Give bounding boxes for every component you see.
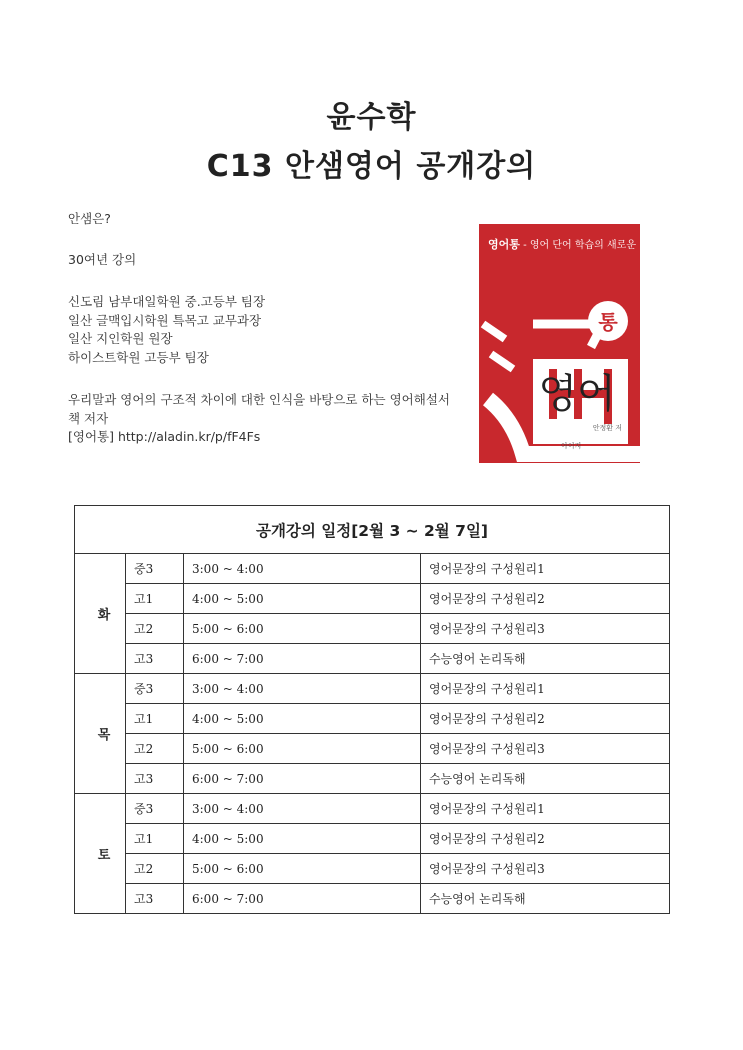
table-row bbox=[75, 824, 670, 854]
table-row bbox=[75, 584, 670, 614]
time-cell: 6:00 ~ 7:00 bbox=[184, 644, 421, 674]
topic-cell: 영어문장의 구성원리3 bbox=[421, 614, 670, 644]
grade-cell: 중3 bbox=[126, 554, 184, 584]
page-header bbox=[0, 98, 743, 188]
time-cell: 3:00 ~ 4:00 bbox=[184, 554, 421, 584]
grade-cell: 고3 bbox=[126, 764, 184, 794]
table-row bbox=[75, 764, 670, 794]
time-cell: 4:00 ~ 5:00 bbox=[184, 824, 421, 854]
grade-cell: 고3 bbox=[126, 884, 184, 914]
book-cover-badge: 통 bbox=[598, 310, 618, 334]
career-item: 신도림 남부대일학원 중.고등부 팀장 bbox=[68, 294, 266, 309]
book-link[interactable]: [영어통] http://aladin.kr/p/fF4Fs bbox=[68, 429, 261, 444]
book-cover-big-text: 영어 bbox=[538, 371, 616, 417]
book-cover-title: 영어통 - 영어 단어 학습의 새로운 이정표 bbox=[488, 238, 669, 251]
time-cell: 5:00 ~ 6:00 bbox=[184, 614, 421, 644]
intro-question: 안샘은? bbox=[68, 211, 111, 226]
topic-cell: 영어문장의 구성원리3 bbox=[421, 734, 670, 764]
schedule-header-row bbox=[75, 506, 670, 554]
time-cell: 4:00 ~ 5:00 bbox=[184, 704, 421, 734]
day-cell: 토 bbox=[75, 794, 126, 914]
topic-cell: 수능영어 논리독해 bbox=[421, 644, 670, 674]
grade-cell: 고1 bbox=[126, 584, 184, 614]
book-cover-publisher: 아이지 bbox=[561, 442, 582, 450]
topic-cell: 영어문장의 구성원리2 bbox=[421, 584, 670, 614]
table-row bbox=[75, 614, 670, 644]
topic-cell: 영어문장의 구성원리1 bbox=[421, 554, 670, 584]
table-row bbox=[75, 644, 670, 674]
book-description-cont: 책 저자 bbox=[68, 410, 109, 426]
career-item: 하이스트학원 고등부 팀장 bbox=[68, 349, 209, 365]
topic-cell: 영어문장의 구성원리2 bbox=[421, 704, 670, 734]
career-item: 일산 글맥입시학원 특목고 교무과장 bbox=[68, 312, 262, 328]
page-subtitle: C13 안샘영어 공개강의 bbox=[206, 149, 537, 184]
intro-experience: 30여년 강의 bbox=[68, 251, 137, 267]
topic-cell: 영어문장의 구성원리3 bbox=[421, 854, 670, 884]
schedule-table bbox=[74, 505, 670, 914]
book-cover-image bbox=[479, 224, 669, 463]
table-row bbox=[75, 854, 670, 884]
time-cell: 4:00 ~ 5:00 bbox=[184, 584, 421, 614]
table-row bbox=[75, 734, 670, 764]
table-row bbox=[75, 554, 670, 584]
grade-cell: 고2 bbox=[126, 734, 184, 764]
day-cell: 목 bbox=[75, 674, 126, 794]
instructor-intro bbox=[68, 210, 478, 447]
day-cell: 화 bbox=[75, 554, 126, 674]
time-cell: 3:00 ~ 4:00 bbox=[184, 794, 421, 824]
time-cell: 5:00 ~ 6:00 bbox=[184, 854, 421, 884]
table-row bbox=[75, 704, 670, 734]
topic-cell: 수능영어 논리독해 bbox=[421, 884, 670, 914]
grade-cell: 고2 bbox=[126, 614, 184, 644]
grade-cell: 고1 bbox=[126, 704, 184, 734]
topic-cell: 영어문장의 구성원리2 bbox=[421, 824, 670, 854]
schedule-title: 공개강의 일정[2월 3 ~ 2월 7일] bbox=[75, 506, 670, 554]
book-description: 우리말과 영어의 구조적 차이에 대한 인식을 바탕으로 하는 영어해설서 bbox=[68, 392, 450, 407]
topic-cell: 수능영어 논리독해 bbox=[421, 764, 670, 794]
time-cell: 6:00 ~ 7:00 bbox=[184, 884, 421, 914]
time-cell: 6:00 ~ 7:00 bbox=[184, 764, 421, 794]
grade-cell: 고1 bbox=[126, 824, 184, 854]
table-row bbox=[75, 674, 670, 704]
book-cover-author: 안정환 저 bbox=[592, 424, 622, 432]
grade-cell: 중3 bbox=[126, 794, 184, 824]
topic-cell: 영어문장의 구성원리1 bbox=[421, 794, 670, 824]
time-cell: 5:00 ~ 6:00 bbox=[184, 734, 421, 764]
page-title: 윤수학 bbox=[326, 100, 417, 135]
grade-cell: 중3 bbox=[126, 674, 184, 704]
grade-cell: 고2 bbox=[126, 854, 184, 884]
time-cell: 3:00 ~ 4:00 bbox=[184, 674, 421, 704]
table-row bbox=[75, 794, 670, 824]
table-row bbox=[75, 884, 670, 914]
topic-cell: 영어문장의 구성원리1 bbox=[421, 674, 670, 704]
grade-cell: 고3 bbox=[126, 644, 184, 674]
career-item: 일산 지인학원 원장 bbox=[68, 331, 173, 346]
